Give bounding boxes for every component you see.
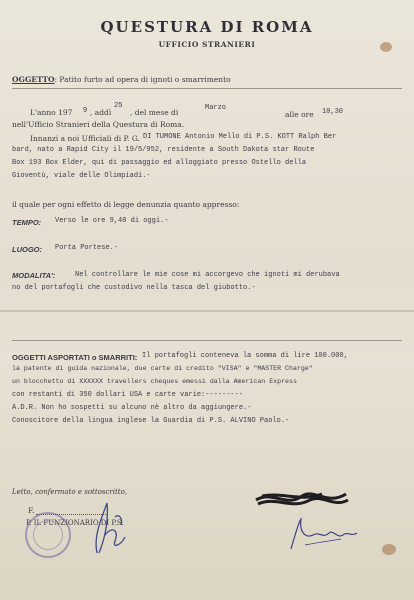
ore-label: alle ore (285, 110, 314, 119)
oggetti-text: A.D.R. Non ho sospetti su alcuno nè altro da aggiungere.- (12, 404, 252, 412)
time-value: 10,30 (322, 108, 344, 116)
declarant-signature (285, 515, 365, 555)
fold-line (0, 310, 414, 312)
rust-stain (382, 544, 396, 555)
modalita-text: no del portafogli che custodivo nella tasca del giubotto.- (12, 284, 256, 292)
funzionario-line: P. IL FUNZIONARIO DI P.S. (26, 519, 124, 527)
anno-label: L'anno 197 (30, 108, 73, 117)
divider (12, 340, 402, 341)
typed-line: DI TUMONE Antonio Mello di P.S. KOTT Ralph Ber (143, 133, 337, 141)
official-stamp (25, 512, 71, 558)
year-digit: 9 (83, 107, 88, 115)
typed-line: bard, nato a Rapid City il 19/5/952, residente a South Dakota star Route (12, 146, 315, 154)
tempo-text: Verso le ore 9,40 di oggi.- (55, 217, 169, 225)
oggetto-label: OGGETTO (12, 75, 55, 84)
officer-signature (85, 495, 135, 560)
mese-label: , del mese di (130, 108, 179, 117)
oggetti-label: OGGETTI ASPORTATI o SMARRITI: (12, 353, 138, 362)
page-subtitle: UFFICIO STRANIERI (158, 40, 256, 49)
page-title: QUESTURA DI ROMA (100, 18, 314, 36)
oggetti-text: Il portafogli conteneva la somma di lire 100.000, (142, 352, 348, 360)
modalita-text: Nel controllare le mie cose mi accorgevo che ignoti mi derubava (75, 271, 340, 279)
oggetto-text: : Patito furto ad opera di ignoti o smarrimento (54, 75, 231, 84)
typed-line: Box 193 Box Elder, qui di passaggio ed alloggiato presso Ostello della (12, 159, 307, 167)
tempo-label: TEMPO: (12, 218, 42, 227)
luogo-text: Porta Portese.- (55, 244, 119, 252)
oggetti-text: Conoscitore della lingua inglese la Guardia di P.S. ALVINO Paolo.- (12, 417, 290, 425)
oggetti-text: la patente di guida nazionale, due carte di credito "VISA" e "MASTER Charge" (12, 365, 313, 372)
oggetti-text: un blocchetto di XXXXXX travellers cheques emessi dalla American Express (12, 378, 297, 385)
typed-line: Gioventù, viale delle Olimpiadi.- (12, 172, 151, 180)
day-value: 25 (114, 102, 123, 110)
addi-label: , addì (90, 108, 112, 117)
month-value: Marzo (205, 104, 227, 112)
innanzi-label: Innanzi a noi Ufficiali di P. G. (30, 134, 140, 143)
letto-line: Letto, confermato e sottoscritto, (12, 488, 128, 496)
divider (12, 88, 402, 89)
oggetto-line (12, 75, 231, 84)
f-line: F. (28, 506, 35, 515)
redaction-scribble (252, 488, 352, 514)
denuncia-line: il quale per ogni effetto di legge denunzia quanto appresso: (12, 200, 240, 209)
oggetti-text: con restanti di 350 dollari USA e carte varie:--------- (12, 391, 244, 399)
luogo-label: LUOGO: (12, 245, 42, 254)
ufficio-line: nell'Ufficio Stranieri della Questura di Roma. (12, 120, 185, 129)
modalita-label: MODALITA': (12, 271, 56, 280)
